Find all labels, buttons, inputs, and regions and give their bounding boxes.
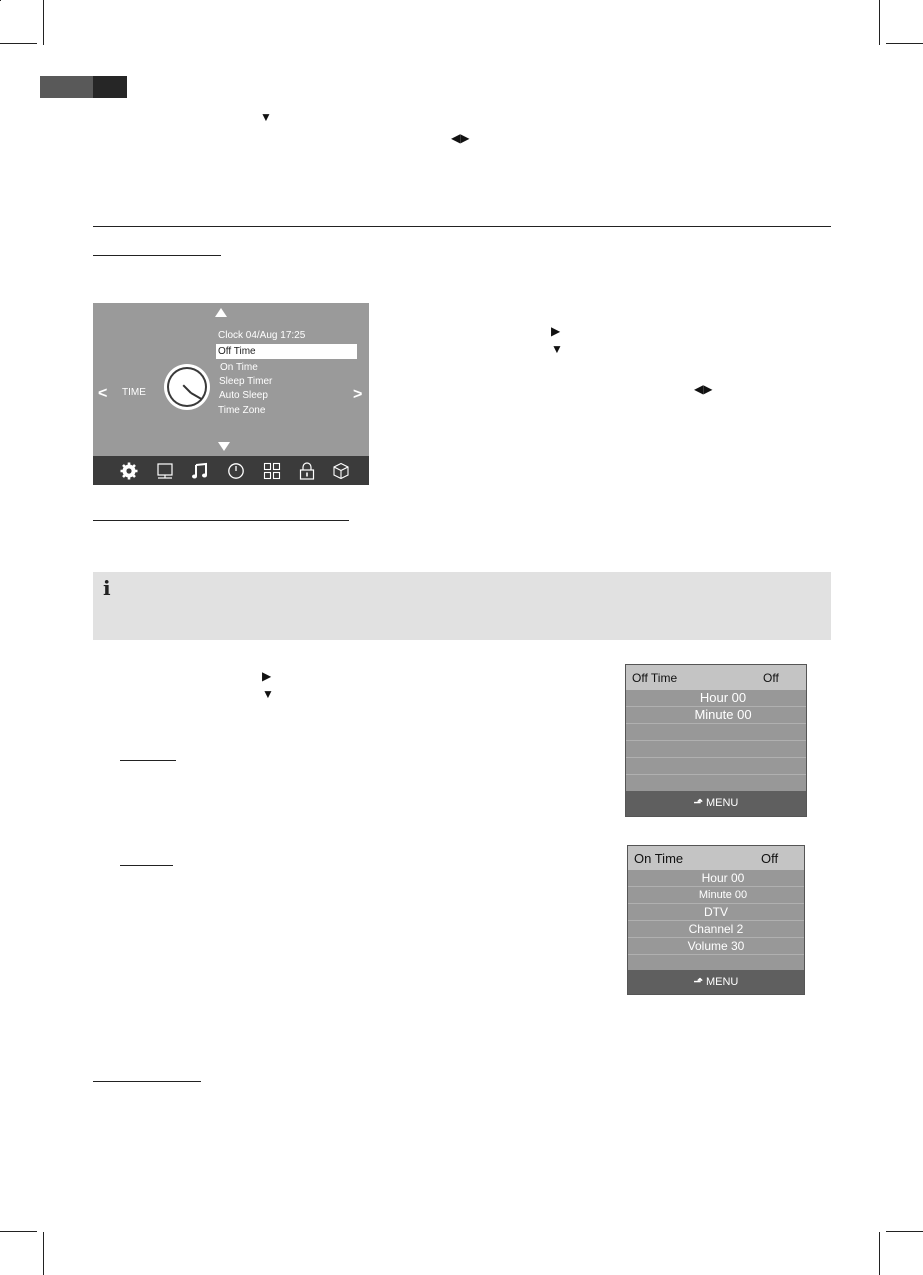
dialog-header (628, 846, 804, 870)
menu-item-off-time[interactable]: Off Time (216, 344, 357, 359)
subheading-underline (120, 865, 173, 866)
right-arrow-icon: ▶ (551, 324, 561, 338)
on-time-dialog (627, 845, 805, 995)
subheading-underline (93, 1081, 201, 1082)
crop-mark (43, 0, 44, 45)
dialog-footer[interactable] (628, 970, 804, 994)
down-arrow-icon: ▼ (260, 110, 272, 124)
menu-item-clock[interactable]: Clock 04/Aug 17:25 (218, 330, 306, 341)
settings-icon[interactable] (120, 462, 138, 480)
dialog-row[interactable]: Hour 00 (628, 870, 804, 887)
info-note-box (93, 572, 831, 640)
return-icon: ⬏ (693, 976, 703, 988)
dialog-row[interactable]: Minute 00 (626, 707, 806, 724)
setup-icon[interactable] (332, 462, 350, 480)
dialog-row (626, 775, 806, 792)
down-arrow-icon: ▼ (551, 342, 563, 356)
dialog-row (626, 741, 806, 758)
dialog-row[interactable]: Minute 00 (628, 887, 804, 904)
left-right-arrow-icon: ◀▶ (451, 131, 470, 145)
crop-mark (0, 43, 37, 44)
crop-mark (886, 1231, 923, 1232)
lock-icon[interactable] (298, 462, 316, 480)
dialog-row[interactable]: Volume 30 (628, 938, 804, 955)
menu-section-label: TIME (122, 387, 146, 398)
dialog-status: Off (763, 671, 779, 685)
channel-icon[interactable] (263, 462, 281, 480)
menu-item-on-time[interactable]: On Time (220, 362, 258, 373)
dialog-header (626, 665, 806, 690)
return-icon: ⬏ (693, 797, 703, 809)
crop-mark (879, 1232, 880, 1275)
tv-time-menu (93, 303, 369, 485)
menu-label: MENU (705, 976, 739, 988)
crop-mark (0, 1231, 37, 1232)
dialog-row (626, 758, 806, 775)
dialog-title: On Time (634, 851, 684, 866)
menu-right-arrow: > (353, 386, 363, 403)
crop-mark (879, 0, 880, 45)
dialog-row[interactable]: DTV (628, 904, 804, 921)
menu-item-time-zone[interactable]: Time Zone (218, 405, 266, 416)
left-right-arrow-icon: ◀▶ (694, 382, 713, 396)
down-arrow-icon: ▼ (262, 687, 274, 701)
language-tab-light (40, 76, 93, 98)
dialog-row (626, 724, 806, 741)
menu-icon-bar (93, 456, 369, 485)
crop-mark (43, 1232, 44, 1275)
dialog-row[interactable]: Channel 2 (628, 921, 804, 938)
dialog-title: Off Time (632, 671, 678, 685)
subheading-underline (120, 760, 176, 761)
dialog-row[interactable]: Hour 00 (626, 690, 806, 707)
crop-mark (0, 0, 1, 1)
sound-icon[interactable] (191, 462, 209, 480)
heading-underline (93, 255, 221, 256)
dialog-status: Off (761, 851, 779, 866)
picture-icon[interactable] (156, 462, 174, 480)
menu-item-auto-sleep[interactable]: Auto Sleep (219, 390, 268, 401)
language-tab-dark (93, 76, 127, 98)
menu-item-sleep-timer[interactable]: Sleep Timer (219, 376, 273, 387)
info-icon: i (103, 576, 111, 600)
menu-left-arrow: < (98, 385, 108, 402)
scroll-up-icon (215, 308, 227, 317)
scroll-down-icon (218, 442, 230, 451)
right-arrow-icon: ▶ (262, 669, 272, 683)
off-time-dialog (625, 664, 807, 817)
dialog-footer[interactable] (626, 791, 806, 816)
clock-icon[interactable] (227, 462, 245, 480)
menu-label: MENU (705, 797, 739, 809)
crop-mark (886, 43, 923, 44)
subheading-underline (93, 520, 349, 521)
section-divider (93, 226, 831, 227)
clock-icon (164, 364, 210, 410)
